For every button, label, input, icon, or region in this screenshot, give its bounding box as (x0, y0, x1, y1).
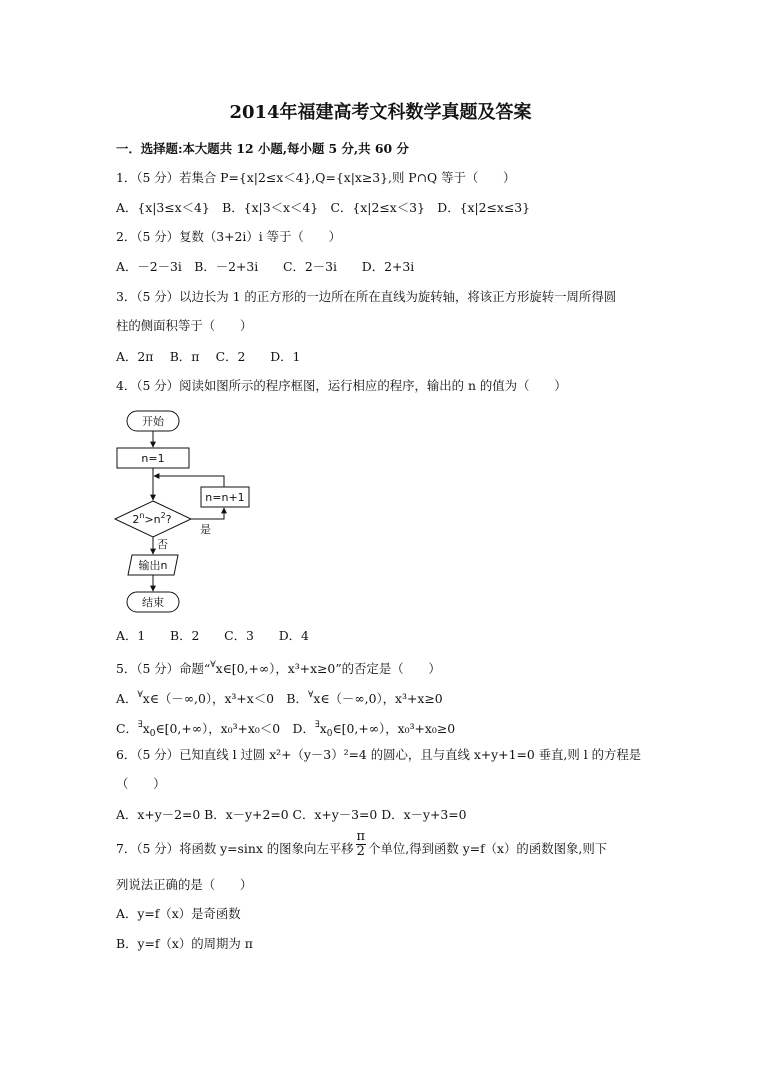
forall-symbol: ∀ (137, 690, 143, 700)
question-3-options: A．2π B．π C．2 D．1 (116, 349, 301, 364)
fraction-numerator: π (356, 829, 366, 844)
cond-exp1: n (139, 511, 145, 520)
cond-base: 2 (132, 513, 140, 526)
cond-exp2: 2 (160, 511, 166, 520)
question-5-options-ab (116, 687, 443, 707)
flowchart-output-label: 输出n (138, 559, 168, 572)
option-b-label: B． (274, 691, 308, 706)
flowchart-init-label: n=1 (141, 452, 165, 465)
question-6-options: A．x+y－2=0 B．x－y+2=0 C．x+y－3=0 D．x－y+3=0 (116, 807, 467, 822)
question-7-line-1 (116, 829, 608, 859)
option-a-label: A． (116, 691, 138, 706)
q5-pre: 5．（5 分）命题“ (116, 661, 211, 676)
option-c-text: ∈[0,+∞），x₀³+x₀＜0 (155, 721, 281, 736)
option-d-sub: 0 (326, 729, 333, 739)
flowchart-update-label: n=n+1 (205, 491, 245, 504)
option-c-sub: 0 (149, 729, 156, 739)
flowchart-start-label: 开始 (142, 415, 164, 428)
option-c-var: x (142, 721, 150, 736)
question-2-options: A．－2－3i B．－2+3i C．2－3i D．2+3i (116, 259, 415, 274)
option-a-text: x∈（－∞,0），x³+x＜0 (142, 691, 275, 706)
option-d-var: x (319, 721, 327, 736)
question-4-options: A．1 B．2 C．3 D．4 (116, 628, 309, 643)
question-3-line-1: 3．（5 分）以边长为 1 的正方形的一边所在所在直线为旋转轴，将该正方形旋转一周所得圆 (116, 289, 617, 304)
flowchart-yes-label: 是 (200, 523, 211, 536)
question-7-option-b: B．y=f（x）的周期为 π (116, 936, 253, 951)
option-b-text: x∈（－∞,0），x³+x≥0 (313, 691, 443, 706)
question-1: 1．（5 分）若集合 P={x|2≤x＜4},Q={x|x≥3},则 P∩Q 等于（ ） (116, 170, 516, 185)
question-3-line-2: 柱的侧面积等于（ ） (116, 318, 253, 333)
cond-end: ? (165, 513, 172, 526)
flowchart-condition-label (132, 511, 171, 526)
option-d-text: ∈[0,+∞），x₀³+x₀≥0 (332, 721, 456, 736)
question-6-line-2: （ ） (116, 776, 166, 791)
question-1-options: A．{x|3≤x＜4} B．{x|3＜x＜4} C．{x|2≤x＜3} D．{x|2≤x≤3} (116, 200, 531, 215)
q7-post: 个单位,得到函数 y=f（x）的函数图象,则下 (368, 841, 608, 856)
exists-symbol: ∃ (137, 720, 143, 730)
q5-post: x∈[0,+∞），x³+x≥0”的否定是（ ） (215, 661, 441, 676)
fraction-denominator: 2 (356, 844, 365, 859)
question-4: 4．（5 分）阅读如图所示的程序框图，运行相应的程序，输出的 n 的值为（ ） (116, 378, 567, 393)
question-7-option-a: A．y=f（x）是奇函数 (116, 906, 241, 921)
cond-mid: >n (144, 513, 161, 526)
forall-symbol: ∀ (210, 660, 216, 670)
question-5 (116, 657, 441, 677)
flowchart-loop-line (154, 476, 224, 487)
question-7-line-2: 列说法正确的是（ ） (116, 877, 253, 892)
forall-symbol: ∀ (307, 690, 314, 700)
program-flowchart (110, 403, 270, 618)
question-2: 2．（5 分）复数（3+2i）i 等于（ ） (116, 229, 341, 244)
exists-symbol: ∃ (314, 720, 320, 730)
page-title: 2014年福建高考文科数学真题及答案 (229, 102, 532, 123)
flowchart-yes-line (191, 508, 224, 519)
question-6-line-1: 6．（5 分）已知直线 l 过圆 x²+（y－3）²=4 的圆心，且与直线 x+y+1=0 垂直,则 l 的方程是 (116, 747, 642, 762)
q7-pre: 7．（5 分）将函数 y=sinx 的图象向左平移 (116, 841, 354, 856)
flowchart-no-label: 否 (157, 538, 168, 551)
pi-over-2-fraction (356, 830, 367, 859)
option-d-label: D． (280, 721, 315, 736)
question-5-options-cd (116, 717, 455, 742)
flowchart-end-label: 结束 (142, 596, 164, 609)
option-c-label: C． (116, 721, 138, 736)
section-heading: 一．选择题:本大题共 12 小题,每小题 5 分,共 60 分 (116, 141, 409, 156)
